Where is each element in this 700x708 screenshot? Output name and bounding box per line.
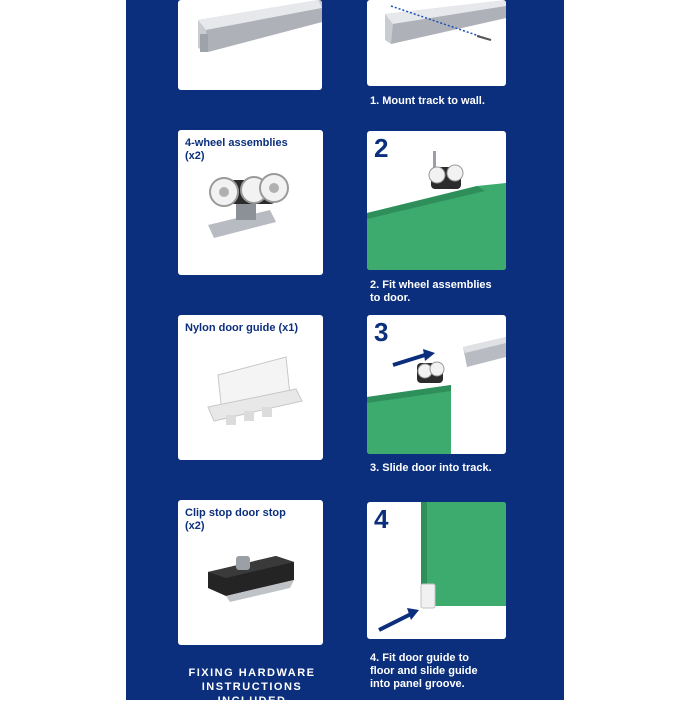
wheel-assembly-icon <box>178 130 323 275</box>
door-guide-card <box>178 315 323 460</box>
step-1-card <box>367 0 506 86</box>
step-2-caption: 2. Fit wheel assemblies to door. <box>370 279 492 304</box>
clip-stop-card <box>178 500 323 645</box>
step-2-number: 2 <box>374 133 389 163</box>
step-3-caption: 3. Slide door into track. <box>370 462 492 474</box>
step-4-number: 4 <box>374 504 389 534</box>
step-3-number: 3 <box>374 317 389 347</box>
step-2-card <box>367 131 506 270</box>
track-rail-icon <box>178 0 322 90</box>
step-3-card <box>367 315 506 454</box>
step-4-caption: 4. Fit door guide to floor and slide guide into panel groove. <box>370 652 478 690</box>
footer-heading: FIXING HARDWARE INSTRUCTIONS INCLUDED <box>188 667 316 707</box>
step-4-card <box>367 502 506 639</box>
wheel-assemblies-label: 4-wheel assemblies (x2) <box>185 137 288 162</box>
step-1-caption: 1. Mount track to wall. <box>370 95 485 107</box>
clip-stop-icon <box>178 500 323 645</box>
track-mounting-icon <box>367 0 506 86</box>
clip-stop-label: Clip stop door stop (x2) <box>185 507 286 532</box>
door-guide-label: Nylon door guide (x1) <box>185 322 299 334</box>
track-card <box>178 0 322 90</box>
door-guide-icon <box>178 315 323 460</box>
wheel-assemblies-card <box>178 130 323 275</box>
